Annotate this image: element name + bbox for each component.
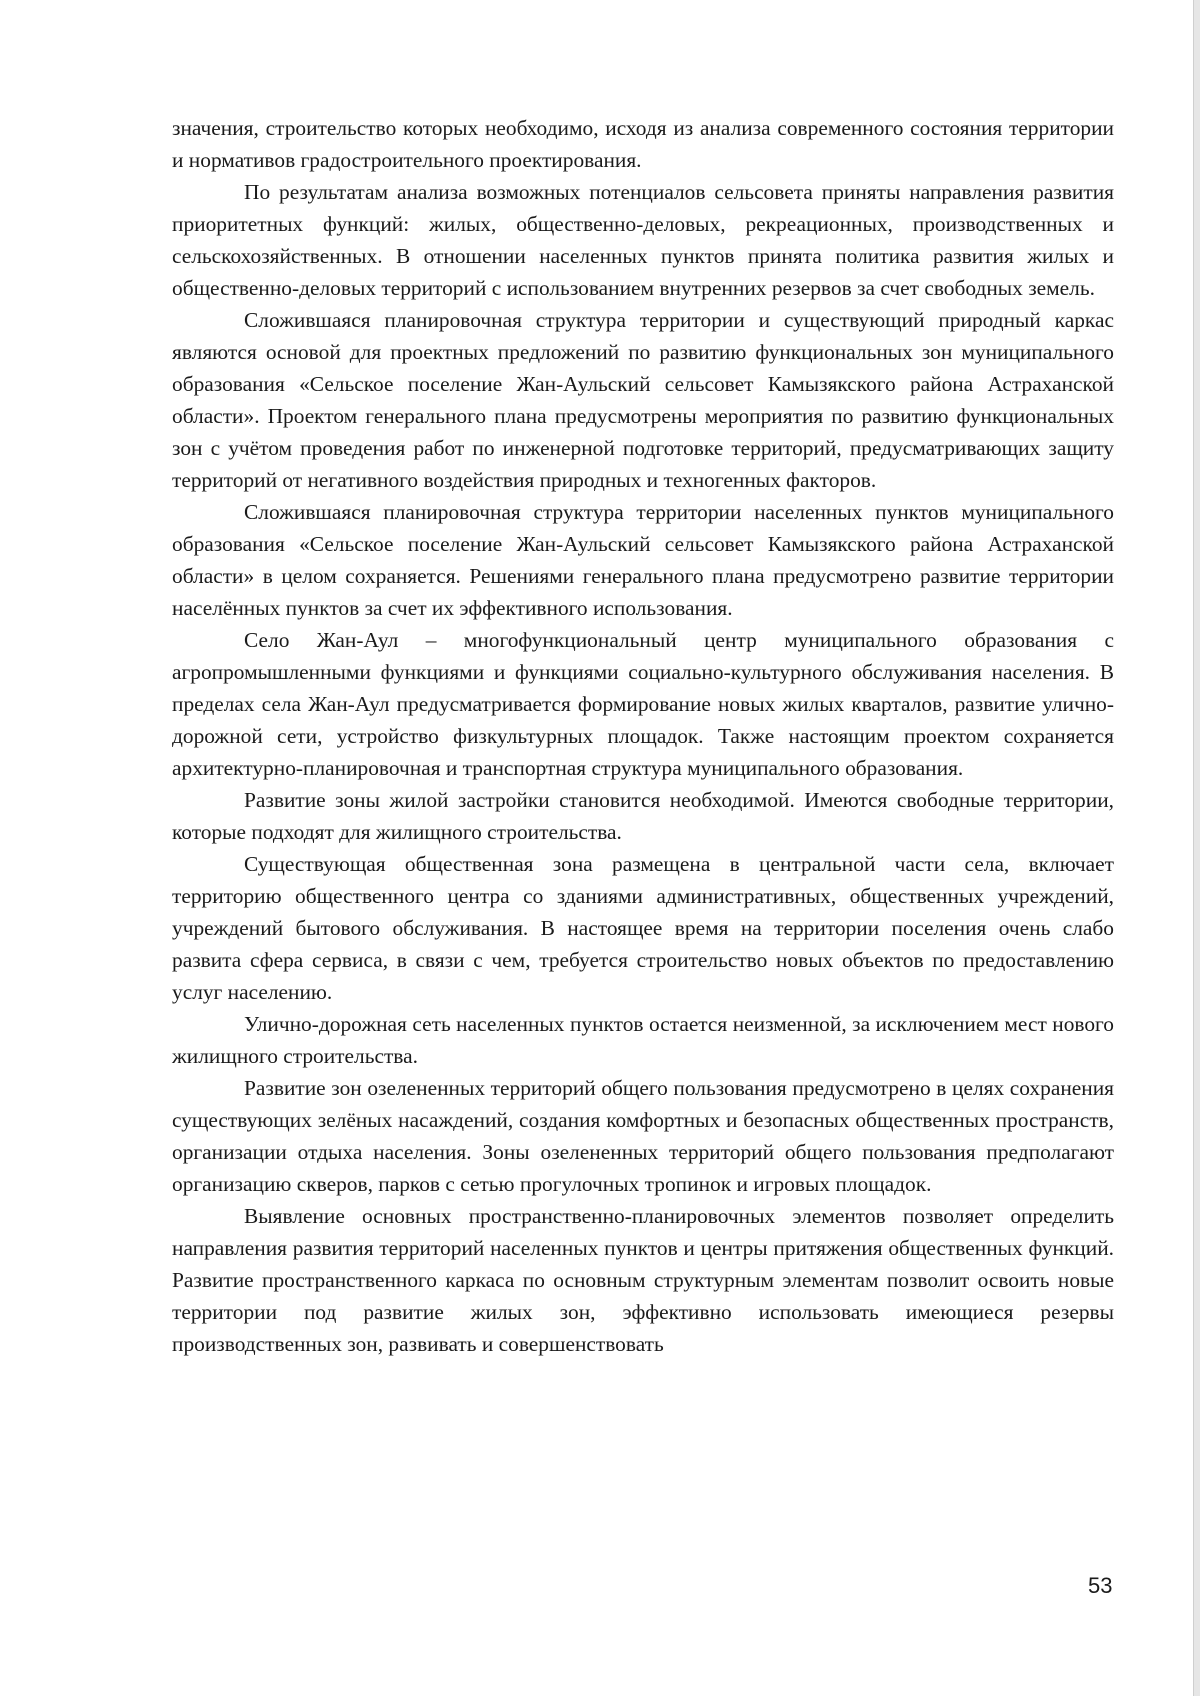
paragraph-1: значения, строительство которых необходимо, исходя из анализа современного состояния территории и нормативов градостроительного проектирования. [172,116,1114,172]
paragraph-4: Сложившаяся планировочная структура территории населенных пунктов муниципального образования «Сельское поселение Жан-Аульский сельсовет Камызякского района Астраханской области» в целом сохраняется. Решениями генерального плана предусмотрено развитие территории населённых пунктов за счет их эффективного использования. [172,500,1114,620]
page-number: 53 [1088,1573,1113,1598]
paragraph-9: Развитие зон озелененных территорий общего пользования предусмотрено в целях сохранения существующих зелёных насаждений, создания комфортных и безопасных общественных пространств, организации отдыха населения. Зоны озелененных территорий общего пользования предполагают организацию скверов, парков с сетью прогулочных тропинок и игровых площадок. [172,1076,1114,1196]
paragraph-2: По результатам анализа возможных потенциалов сельсовета приняты направления развития приоритетных функций: жилых, общественно-деловых, рекреационных, производственных и сельскохозяйственных. В отношении населенных пунктов принята политика развития жилых и общественно-деловых территорий с использованием внутренних резервов за счет свободных земель. [172,180,1114,300]
paragraph-8: Улично-дорожная сеть населенных пунктов остается неизменной, за исключением мест нового жилищного строительства. [172,1012,1114,1068]
paragraph-5: Село Жан-Аул – многофункциональный центр муниципального образования с агропромышленными функциями и функциями социально-культурного обслуживания населения. В пределах села Жан-Аул предусматривается формирование новых жилых кварталов, развитие улично-дорожной сети, устройство физкультурных площадок. Также настоящим проектом сохраняется архитектурно-планировочная и транспортная структура муниципального образования. [172,628,1114,780]
paragraph-10: Выявление основных пространственно-планировочных элементов позволяет определить направления развития территорий населенных пунктов и центры притяжения общественных функций. Развитие пространственного каркаса по основным структурным элементам позволит освоить новые территории под развитие жилых зон, эффективно использовать имеющиеся резервы производственных зон, развивать и совершенствовать [172,1204,1114,1356]
paragraph-7: Существующая общественная зона размещена в центральной части села, включает территорию общественного центра со зданиями административных, общественных учреждений, учреждений бытового обслуживания. В настоящее время на территории поселения очень слабо развита сфера сервиса, в связи с чем, требуется строительство новых объектов по предоставлению услуг населению. [172,852,1114,1004]
paragraph-6: Развитие зоны жилой застройки становится необходимой. Имеются свободные территории, которые подходят для жилищного строительства. [172,788,1114,844]
page-edge [1193,0,1200,1696]
document-body [172,112,1114,1360]
paragraph-3: Сложившаяся планировочная структура территории и существующий природный каркас являются основой для проектных предложений по развитию функциональных зон муниципального образования «Сельское поселение Жан-Аульский сельсовет Камызякского района Астраханской области». Проектом генерального плана предусмотрены мероприятия по развитию функциональных зон с учётом проведения работ по инженерной подготовке территорий, предусматривающих защиту территорий от негативного воздействия природных и техногенных факторов. [172,308,1114,492]
